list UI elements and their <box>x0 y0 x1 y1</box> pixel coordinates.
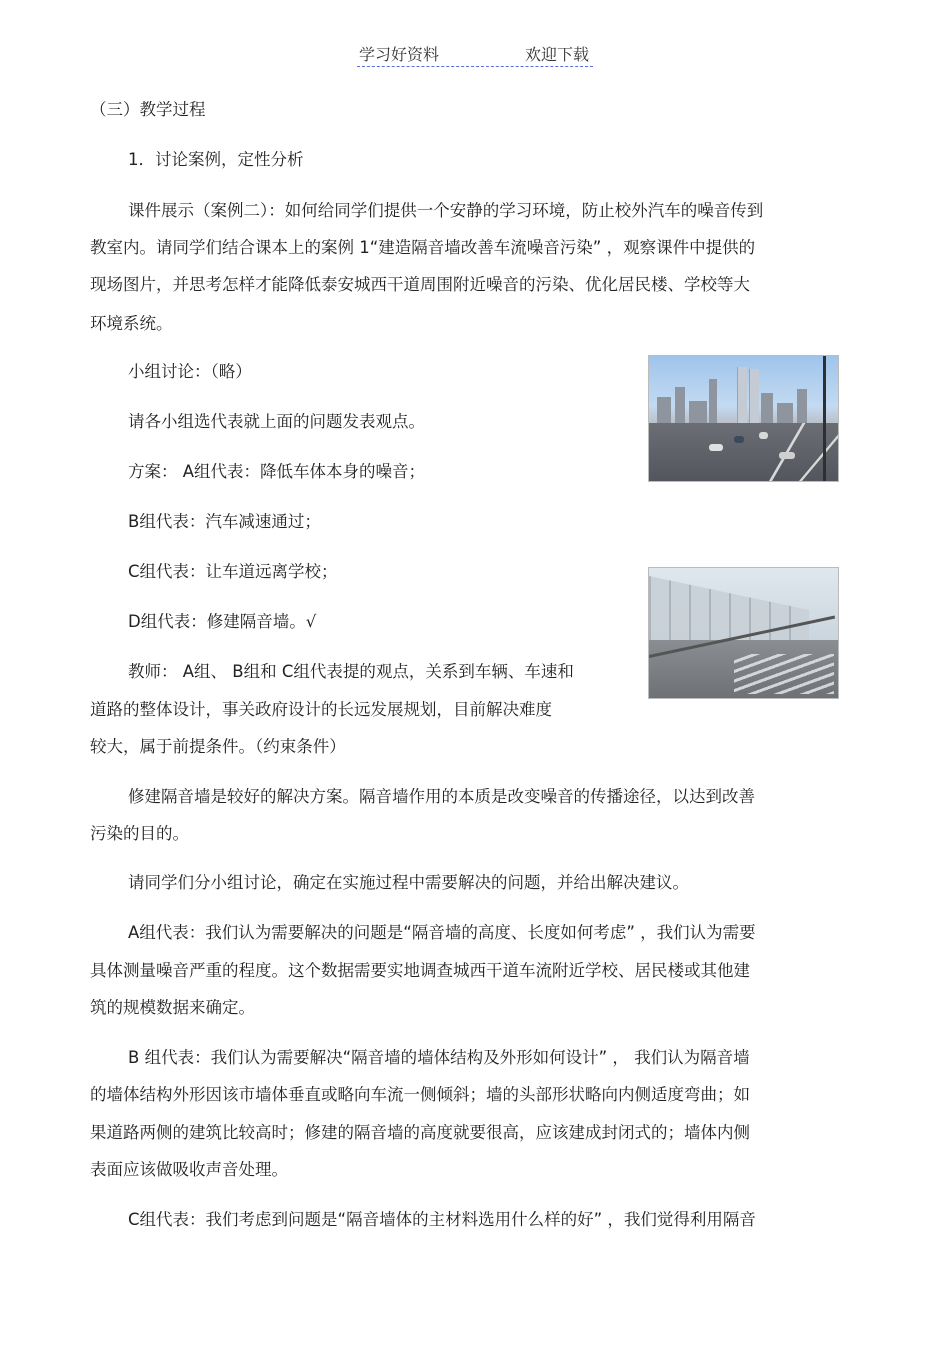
railing-post <box>823 356 826 481</box>
tower <box>737 367 747 423</box>
header-left-text: 学习好资料 <box>359 45 440 64</box>
paragraph-line: B 组代表：我们认为需要解决“隔音墙的墙体结构及外形如何设计” ， 我们认为隔音墙 <box>128 1048 750 1067</box>
paragraph-line: 道路的整体设计，事关政府设计的长远发展规划，目前解决难度 <box>90 700 552 719</box>
paragraph-line: 小组讨论：（略） <box>128 362 252 381</box>
paragraph-line: 的墙体结构外形因该市墙体垂直或略向车流一侧倾斜；墙的头部形状略向内侧适度弯曲；如 <box>90 1085 750 1104</box>
building <box>689 401 707 423</box>
road-stripes <box>734 654 834 694</box>
paragraph-line: 修建隔音墙是较好的解决方案。隔音墙作用的本质是改变噪音的传播途径，以达到改善 <box>128 787 755 806</box>
paragraph-line: 方案： A组代表：降低车体本身的噪音； <box>128 462 426 481</box>
paragraph-line: 具体测量噪音严重的程度。这个数据需要实地调查城西干道车流附近学校、居民楼或其他建 <box>90 961 750 980</box>
subsection-heading: 1．讨论案例，定性分析 <box>128 150 304 169</box>
car <box>779 452 795 459</box>
city-highway-photo <box>648 355 839 482</box>
sound-barrier-photo <box>648 567 839 699</box>
paragraph-line: 课件展示（案例二）：如何给同学们提供一个安静的学习环境，防止校外汽车的噪音传到 <box>128 201 764 220</box>
building <box>777 403 793 423</box>
highway-road <box>649 423 838 481</box>
section-heading: （三）教学过程 <box>90 100 206 119</box>
building <box>797 389 807 423</box>
building <box>657 397 671 423</box>
page-header <box>357 40 593 67</box>
car <box>734 436 744 443</box>
paragraph-line: B组代表：汽车减速通过； <box>128 512 321 531</box>
paragraph-line: 教室内。请同学们结合课本上的案例 1“建造隔音墙改善车流噪音污染” ，观察课件中提供的 <box>90 238 756 257</box>
paragraph-line: 教师： A组、 B组和 C组代表提的观点，关系到车辆、车速和 <box>128 662 574 681</box>
paragraph-line: 表面应该做吸收声音处理。 <box>90 1160 288 1179</box>
paragraph-line: 筑的规模数据来确定。 <box>90 998 255 1017</box>
car <box>759 432 768 439</box>
paragraph-line: D组代表：修建隔音墙。√ <box>128 612 317 631</box>
paragraph-line: C组代表：我们考虑到问题是“隔音墙体的主材料选用什么样的好” ，我们觉得利用隔音 <box>128 1210 756 1229</box>
paragraph-line: 请各小组选代表就上面的问题发表观点。 <box>128 412 425 431</box>
paragraph-line: 较大，属于前提条件。（约束条件） <box>90 737 346 756</box>
tower <box>749 369 759 423</box>
paragraph-line: 请同学们分小组讨论，确定在实施过程中需要解决的问题，并给出解决建议。 <box>128 873 689 892</box>
paragraph-line: 污染的目的。 <box>90 824 189 843</box>
paragraph-line: A组代表：我们认为需要解决的问题是“隔音墙的高度、长度如何考虑” ，我们认为需要 <box>128 923 756 942</box>
car <box>709 444 723 451</box>
paragraph-line: 环境系统。 <box>90 314 173 333</box>
building <box>675 387 685 423</box>
paragraph-line: C组代表：让车道远离学校； <box>128 562 338 581</box>
building <box>761 393 773 423</box>
building <box>709 379 717 423</box>
paragraph-line: 果道路两侧的建筑比较高时；修建的隔音墙的高度就要很高，应该建成封闭式的；墙体内侧 <box>90 1123 750 1142</box>
header-right-text: 欢迎下载 <box>524 45 589 64</box>
paragraph-line: 现场图片，并思考怎样才能降低泰安城西干道周围附近噪音的污染、优化居民楼、学校等大 <box>90 275 750 294</box>
